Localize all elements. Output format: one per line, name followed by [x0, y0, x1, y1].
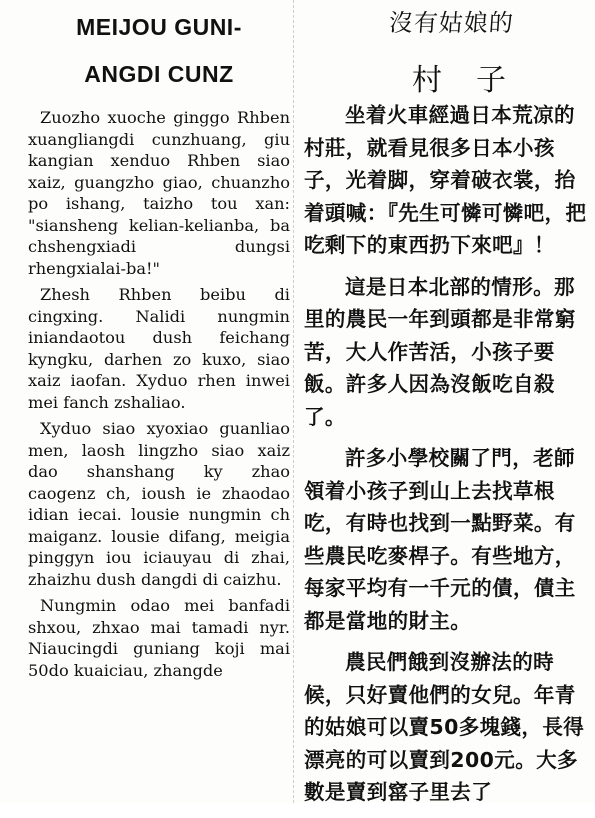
latinxua-paragraph-1: Zuozho xuoche ginggo Rhben xuangliangdi cunzhuang, giu kangian xenduo Rhben siao xaiz, guangzho giao, chuanzho po ishang, taizho tou xan: "siansheng kelian-kelianba, ba chshengxiadi dungsi rhengxialai-ba!" — [28, 108, 290, 278]
latinxua-article-title — [28, 0, 290, 96]
latinxua-paragraph-2: Zhesh Rhben beibu di cingxing. Nalidi nungmin iniandaotou dush feichang kyngku, darhen zo kuxo, siao xaiz iaofan. Xyduo rhen inwei mei fanch zshaliao. — [28, 285, 290, 412]
latinxua-title-line-1: MEIJOU GUNI- — [76, 14, 242, 40]
latinxua-paragraph-3: Xyduo siao xyoxiao guanliao men, laosh lingzho siao xaiz dao shanshang ky zhao caogenz ch, ioush ie zhaodao idian iecai. lousie nungmin ch maiganz. lousie difang, meigia pinggyn iou iciauyau di zhai, zhaizhu dush dangdi di caizhu. — [28, 419, 290, 589]
chinese-article-body — [304, 99, 587, 818]
latinxua-paragraph-4: Nungmin odao mei banfadi shxou, zhxao mai tamadi nyr. Niaucingdi guniang koji mai 50do kuaiciau, zhangde — [28, 596, 290, 680]
chinese-title-handwritten: 沒有姑娘的 — [387, 9, 515, 37]
chinese-title-main: 村子 — [412, 63, 540, 98]
chinese-paragraph-1: 坐着火車經過日本荒凉的村莊，就看見很多日本小孩子，光着脚，穿着破衣裳，抬着頭喊：『先生可憐可憐吧，把吃剩下的東西扔下來吧』！ — [304, 103, 587, 257]
chinese-column — [304, 0, 595, 803]
chinese-paragraph-2: 這是日本北部的情形。那里的農民一年到頭都是非常窮苦，大人作苦活，小孩子要飯。許多人因為沒飯吃自殺了。 — [304, 274, 576, 429]
latinxua-article-body — [28, 107, 290, 686]
column-divider — [293, 0, 294, 803]
chinese-paragraph-4: 農民們餓到沒辦法的時候，只好賣他們的女兒。年青的姑娘可以賣50多塊錢，長得漂亮的可以賣到200元。大多數是賣到窰子里去了 — [304, 650, 585, 804]
latinxua-column — [28, 0, 290, 803]
latinxua-title-line-2: ANGDI CUNZ — [84, 61, 234, 87]
chinese-paragraph-3: 許多小學校關了門，老師領着小孩子到山上去找草根吃，有時也找到一點野菜。有些農民吃麥桿子。有些地方，每家平均有一千元的債，債主都是當地的財主。 — [304, 446, 576, 633]
